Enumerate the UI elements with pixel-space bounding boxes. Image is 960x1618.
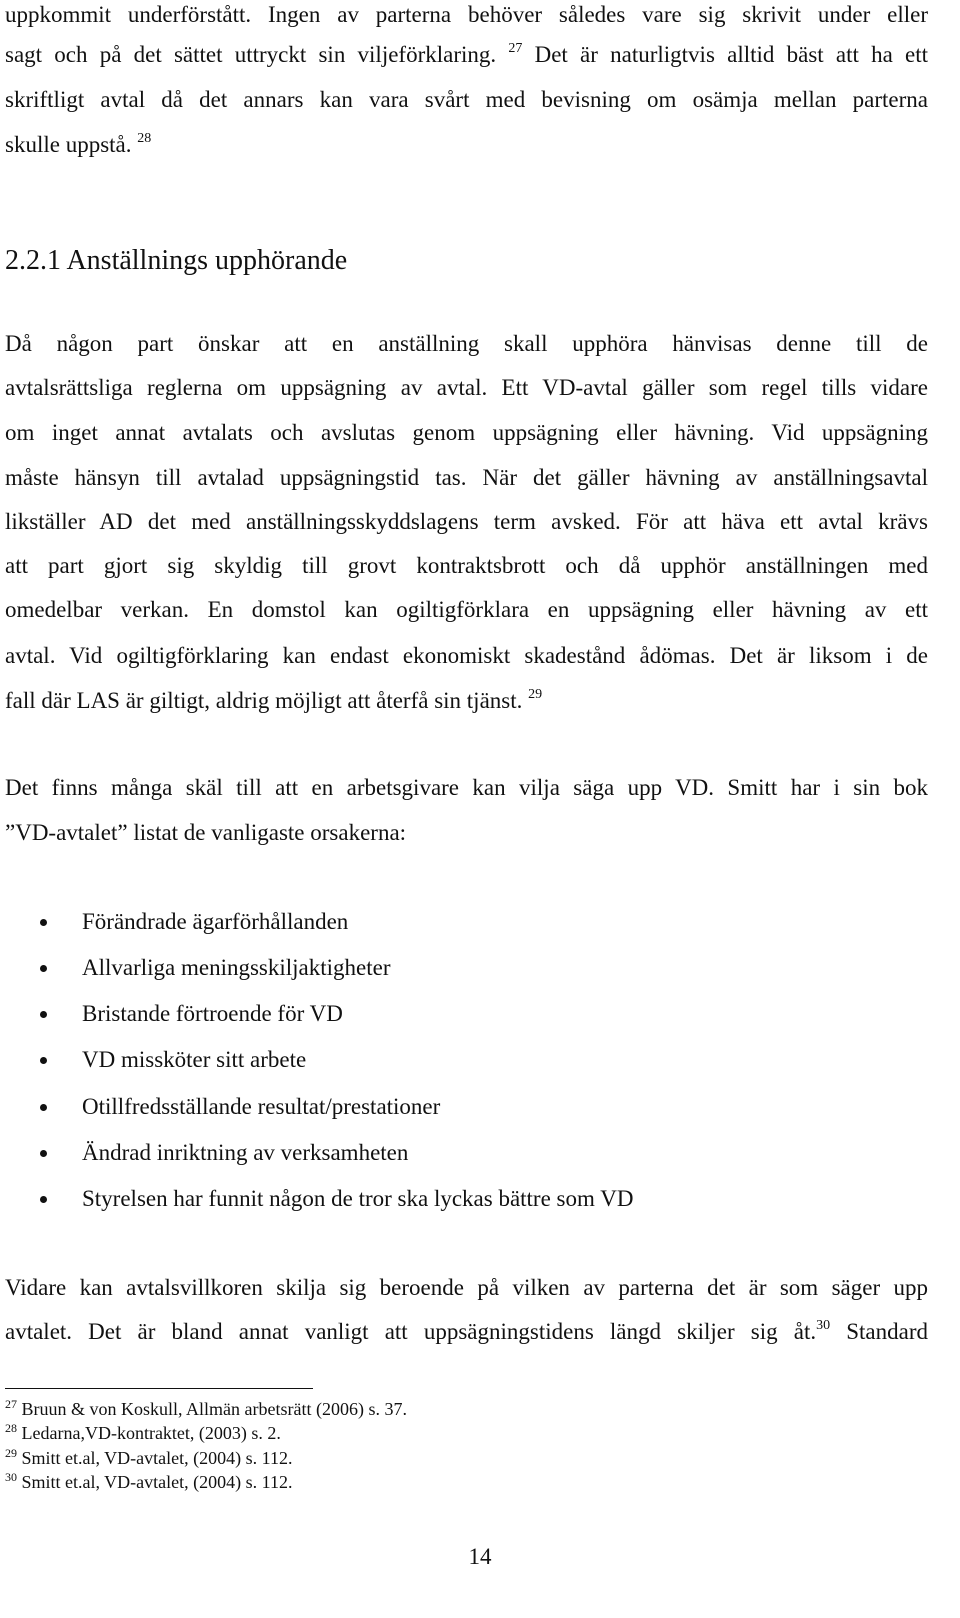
footnote-number: 28 [5, 1421, 17, 1435]
para1-line-2: avtalsrättsliga reglerna om uppsägning av avtal. Ett VD-avtal gäller som regel tills vidare [5, 375, 928, 400]
footnote-ref-29[interactable]: 29 [528, 687, 543, 702]
bullet-text: VD missköter sitt arbete [82, 1047, 307, 1072]
footnote-text: Ledarna,VD-kontraktet, (2003) s. 2. [21, 1423, 281, 1443]
footnote-ref-27[interactable]: 27 [508, 41, 523, 56]
bullet-text: Bristande förtroende för VD [82, 1001, 343, 1026]
footnote-27 [5, 1398, 407, 1420]
para1-line-4: måste hänsyn till avtalad uppsägningstid tas. När det gäller hävning av anställningsavtal [5, 465, 928, 490]
para1-line-1: Då någon part önskar att en anställning skall upphöra hänvisas denne till de [5, 331, 928, 356]
para3-line-2-end: Standard [846, 1319, 928, 1344]
para1-line-8: avtal. Vid ogiltigförklaring kan endast ekonomiskt skadestånd ådömas. Det är liksom i de [5, 643, 928, 668]
bullet-dot-icon [40, 1011, 47, 1018]
page-number: 14 [468, 1544, 492, 1569]
para3-line-2-text: avtalet. Det är bland annat vanligt att uppsägningstidens längd skiljer sig åt. [5, 1319, 817, 1344]
intro-line-4-text: skulle uppstå. [5, 132, 132, 157]
footnote-29 [5, 1447, 292, 1469]
para1-line-9-text: fall där LAS är giltigt, aldrig möjligt att återfå sin tjänst. [5, 688, 523, 713]
intro-line-2 [5, 40, 928, 70]
footnote-divider [5, 1388, 313, 1389]
footnote-text: Smitt et.al, VD-avtalet, (2004) s. 112. [21, 1448, 293, 1468]
footnote-text: Bruun & von Koskull, Allmän arbetsrätt (2006) s. 37. [21, 1399, 407, 1419]
bullet-dot-icon [40, 919, 47, 926]
bullet-dot-icon [40, 1150, 47, 1157]
footnote-28 [5, 1422, 281, 1444]
para1-line-6: att part gjort sig skyldig till grovt kontraktsbrott och då upphör anställningen med [5, 553, 928, 578]
section-heading: 2.2.1 Anställnings upphörande [5, 245, 348, 276]
bullet-dot-icon [40, 965, 47, 972]
para2-line-1: Det finns många skäl till att en arbetsgivare kan vilja säga upp VD. Smitt har i sin bok [5, 775, 928, 800]
bullet-text: Allvarliga meningsskiljaktigheter [82, 955, 391, 980]
bullet-dot-icon [40, 1104, 47, 1111]
intro-line-2-text-a: sagt och på det sättet uttryckt sin viljeförklaring. [5, 42, 497, 67]
intro-line-4 [5, 130, 151, 160]
intro-line-2-text-b: Det är naturligtvis alltid bäst att ha ett [534, 42, 929, 67]
intro-line-1: uppkommit underförstått. Ingen av parterna behöver således vare sig skrivit under eller [5, 2, 928, 27]
footnote-number: 29 [5, 1446, 17, 1460]
para3-line-1: Vidare kan avtalsvillkoren skilja sig beroende på vilken av parterna det är som säger upp [5, 1275, 928, 1300]
para1-line-7: omedelbar verkan. En domstol kan ogiltigförklara en uppsägning eller hävning av ett [5, 597, 928, 622]
bullet-dot-icon [40, 1196, 47, 1203]
bullet-text: Förändrade ägarförhållanden [82, 909, 349, 934]
bullet-text: Styrelsen har funnit någon de tror ska lyckas bättre som VD [82, 1186, 634, 1211]
footnote-30 [5, 1471, 292, 1493]
para3-line-2 [5, 1317, 928, 1347]
footnote-ref-30[interactable]: 30 [816, 1318, 831, 1333]
para2-line-2: ”VD-avtalet” listat de vanligaste orsakerna: [5, 820, 407, 845]
footnote-text: Smitt et.al, VD-avtalet, (2004) s. 112. [21, 1472, 293, 1492]
para1-line-9 [5, 686, 542, 716]
bullet-text: Otillfredsställande resultat/prestationer [82, 1094, 441, 1119]
para1-line-5: likställer AD det med anställningsskyddslagens term avsked. För att häva ett avtal krävs [5, 509, 928, 534]
footnote-ref-28[interactable]: 28 [137, 131, 152, 146]
para1-line-3: om inget annat avtalats och avslutas genom uppsägning eller hävning. Vid uppsägning [5, 420, 928, 445]
footnote-number: 30 [5, 1470, 17, 1484]
bullet-text: Ändrad inriktning av verksamheten [82, 1140, 409, 1165]
intro-line-3: skriftligt avtal då det annars kan vara svårt med bevisning om osämja mellan parterna [5, 87, 928, 112]
bullet-dot-icon [40, 1057, 47, 1064]
footnote-number: 27 [5, 1397, 17, 1411]
